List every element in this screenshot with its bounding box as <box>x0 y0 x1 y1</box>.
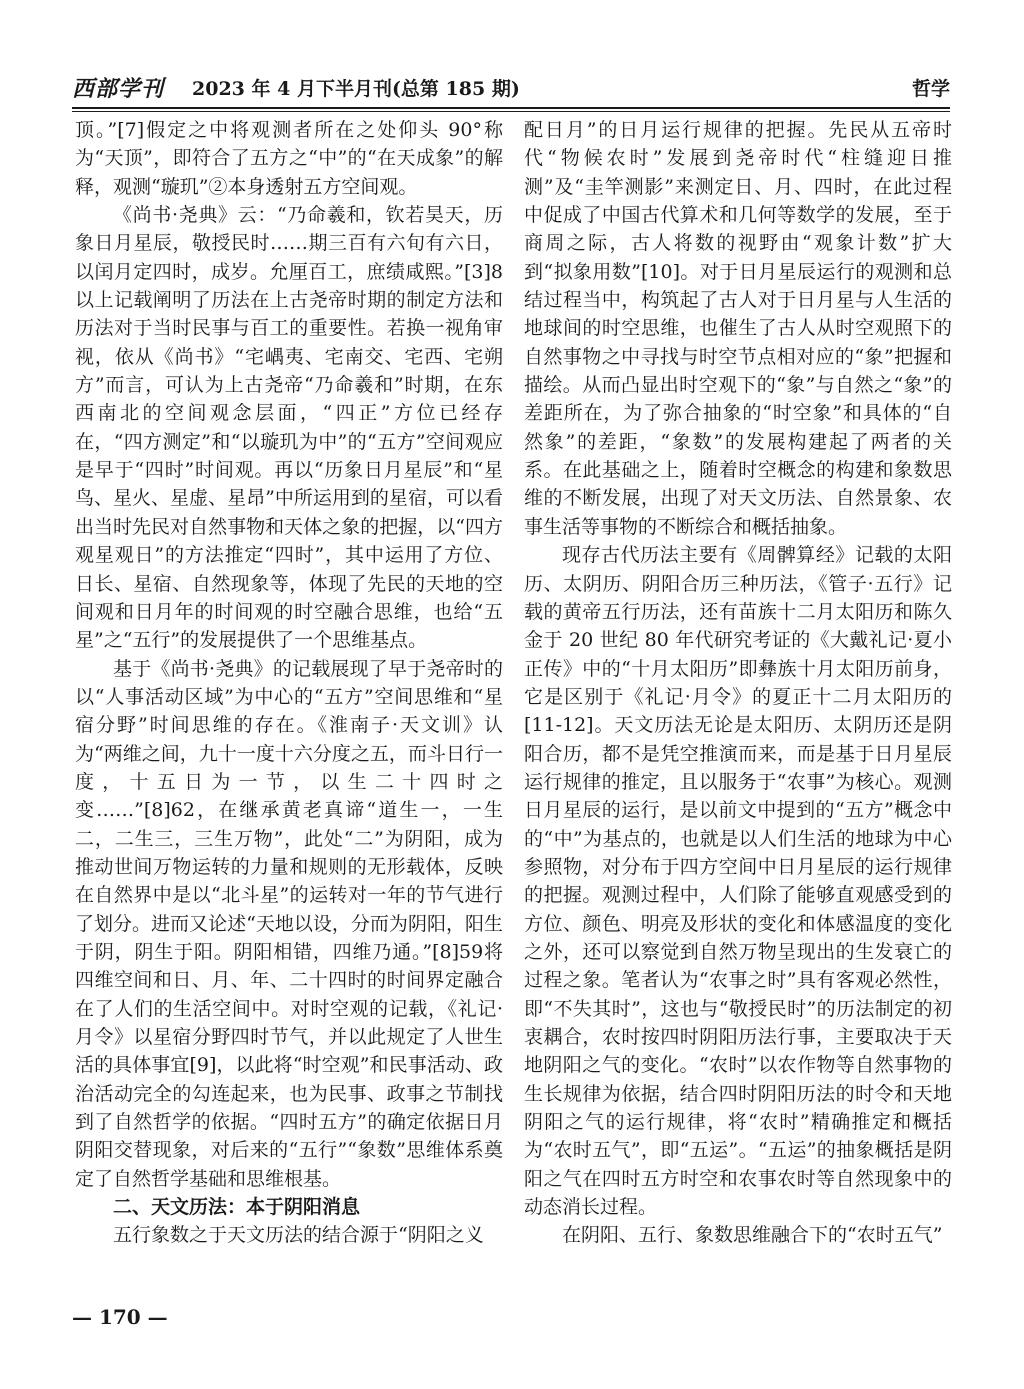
journal-name: 西部学刊 <box>72 76 165 102</box>
paragraph: 在阴阳、五行、象数思维融合下的“农时五气” <box>562 1224 943 1247</box>
paragraph: 五行象数之于天文历法的结合源于“阴阳之义 <box>113 1224 484 1247</box>
right-column <box>524 116 952 1250</box>
header-rule <box>72 107 950 109</box>
left-column <box>75 116 503 1250</box>
section-heading: 二、天文历法：本于阴阳消息 <box>113 1196 361 1219</box>
paragraph: 《尚书·尧典》云：“乃命羲和，钦若昊天，历象日月星辰，敬授民时……期三百有六旬有六日，以闰月定四时，成岁。允厘百工，庶绩咸熙。”[3]8以上记载阐明了历法在上古尧帝时期的制定方法和历法对于当时民事与百工的重要性。若换一视角审视，依从《尚书》“宅嵎夷、宅南交、宅西、宅朔方”而言，可认为上古尧帝“乃命羲和”时期，在东西南北的空间观念层面，“四正”方位已经存在，“四方测定”和“以璇玑为中”的“五方”空间观应是早于“四时”时间观。再以“历象日月星辰”和“星鸟、星火、星虚、星昂”中所运用到的星宿，可以看出当时先民对自然事物和天体之象的把握，以“四方观星观日”的方法推定“四时”，其中运用了方位、日长、星宿、自然现象等，体现了先民的天地的空间观和日月年的时间观的时空融合思维，也给“五星”之“五行”的发展提供了一个思维基点。 <box>75 204 503 652</box>
issue-info: 2023 年 4 月下半月刊(总第 185 期) <box>192 78 520 100</box>
section-title: 哲学 <box>911 78 950 100</box>
page-header <box>72 70 950 100</box>
page-number: — 170 — <box>72 1305 168 1329</box>
paragraph: 顶。”[7]假定之中将观测者所在之处仰头 90°称为“天顶”，即符合了五方之“中”的“在天成象”的解释，观测“璇玑”②本身透射五方空间观。 <box>75 119 503 198</box>
paragraph: 配日月”的日月运行规律的把握。先民从五帝时代“物候农时”发展到尧帝时代“柱缝迎日推测”及“圭竿测影”来测定日、月、四时，在此过程中促成了中国古代算术和几何等数学的发展，至于商周之际，古人将数的视野由“观象计数”扩大到“拟象用数”[10]。对于日月星辰运行的观测和总结过程当中，构筑起了古人对于日月星与人生活的地球间的时空思维，也催生了古人从时空观照下的自然事物之中寻找与时空节点相对应的“象”把握和描绘。从而凸显出时空观下的“象”与自然之“象”的差距所在，为了弥合抽象的“时空象”和具体的“自然象”的差距，“象数”的发展构建起了两者的关系。在此基础之上，随着时空概念的构建和象数思维的不断发展，出现了对天文历法、自然景象、农事生活等事物的不断综合和概括抽象。 <box>524 119 952 538</box>
paragraph: 现存古代历法主要有《周髀算经》记载的太阳历、太阴历、阴阳合历三种历法，《管子·五行》记载的黄帝五行历法，还有苗族十二月太阳历和陈久金于 20 世纪 80 年代研究考证的《大戴礼记·夏小正传》中的“十月太阳历”即彝族十月太阳历前身，它是区别于《礼记·月令》的夏正十二月太阳历的[11-12]。天文历法无论是太阳历、太阴历还是阴阳合历，都不是凭空推演而来，而是基于日月星辰运行规律的推定，且以服务于“农事”为核心。观测日月星辰的运行，是以前文中提到的“五方”概念中的“中”为基点的，也就是以人们生活的地球为中心参照物，对分布于四方空间中日月星辰的运行规律的把握。观测过程中，人们除了能够直观感受到的方位、颜色、明亮及形状的变化和体感温度的变化之外，还可以察觉到自然万物呈现出的生发衰亡的过程之象。笔者认为“农事之时”具有客观必然性，即“不失其时”，这也与“敬授民时”的历法制定的初衷耦合，农时按四时阴阳历法行事，主要取决于天地阴阳之气的变化。“农时”以农作物等自然事物的生长规律为依据，结合四时阴阳历法的时令和天地阴阳之气的运行规律，将“农时”精确推定和概括为“农时五气”，即“五运”。“五运”的抽象概括是阴阳之气在四时五方时空和农事农时等自然现象中的动态消长过程。 <box>524 544 952 1219</box>
header-rule-thin <box>72 111 950 112</box>
paragraph: 基于《尚书·尧典》的记载展现了早于尧帝时的以“人事活动区域”为中心的“五方”空间思维和“星宿分野”时间思维的存在。《淮南子·天文训》认为“两维之间，九十一度十六分度之五，而斗日行一度，十五日为一节，以生二十四时之变……”[8]62，在继承黄老真谛“道生一，一生二，二生三，三生万物”，此处“二”为阴阳，成为推动世间万物运转的力量和规则的无形载体，反映在自然界中是以“北斗星”的运转对一年的节气进行了划分。进而又论述“天地以设，分而为阴阳，阳生于阴，阴生于阳。阴阳相错，四维乃通。”[8]59将四维空间和日、月、年、二十四时的时间界定融合在了人们的生活空间中。对时空观的记载，《礼记·月令》以星宿分野四时节气，并以此规定了人世生活的具体事宜[9]，以此将“时空观”和民事活动、政治活动完全的勾连起来，也为民事、政事之节制找到了自然哲学的依据。“四时五方”的确定依据日月阴阳交替现象，对后来的“五行”“象数”思维体系奠定了自然哲学基础和思维根基。 <box>75 657 503 1190</box>
